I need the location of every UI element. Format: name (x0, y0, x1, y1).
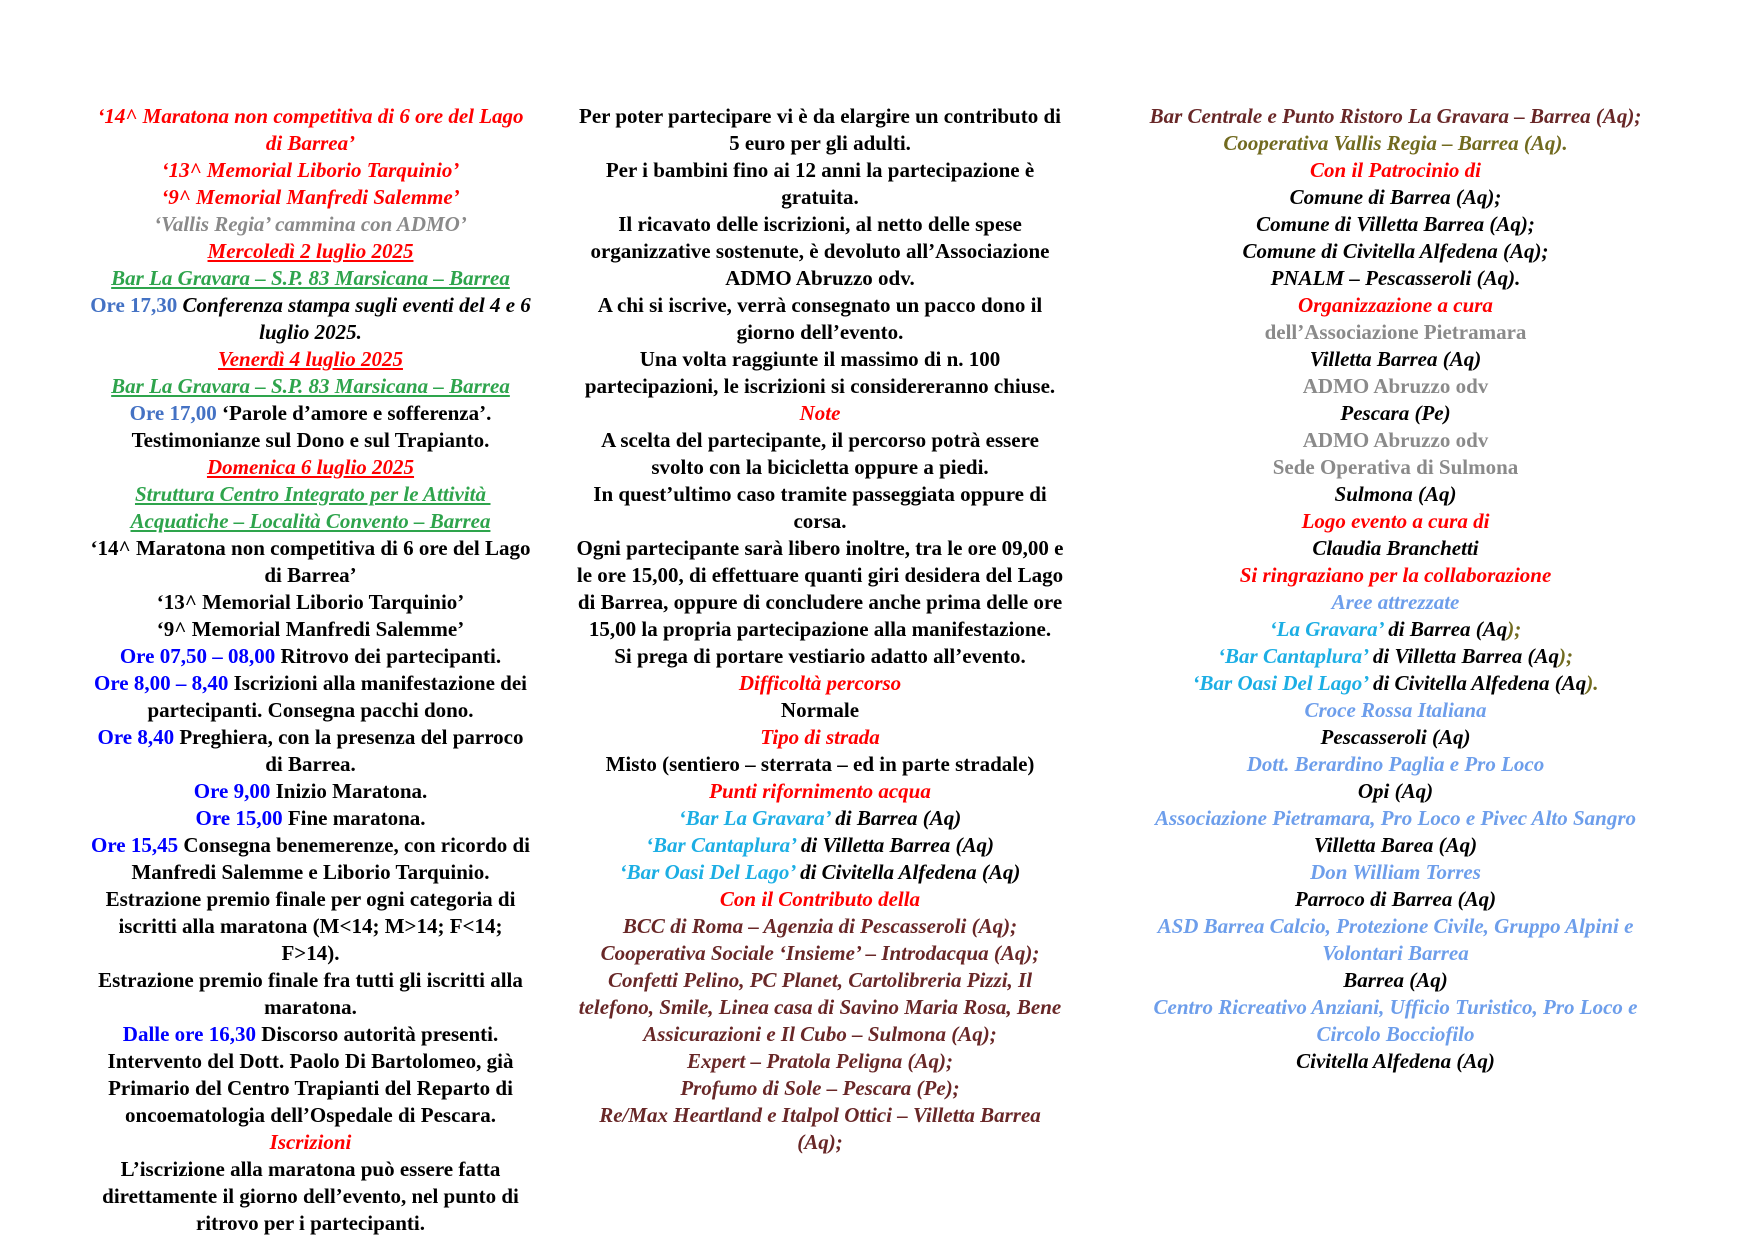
paragraph (575, 832, 1065, 859)
text-run: Claudia Branchetti (1312, 536, 1479, 560)
text-run: di Villetta Barrea (Aq) (800, 833, 994, 857)
paragraph (88, 184, 533, 211)
text-run: Per poter partecipare vi è da elargire un contributo di 5 euro per gli adulti. (579, 104, 1067, 155)
paragraph (575, 940, 1065, 967)
text-run: Villetta Barea (Aq) (1313, 833, 1478, 857)
text-run: Dott. Berardino Paglia e Pro Loco (1246, 752, 1545, 776)
text-run: Confetti Pelino, PC Planet, Cartolibreria Pizzi, Il telefono, Smile, Linea casa di Savino Maria Rosa, Bene Assicurazioni e Il Cubo – Sulmona (Aq); (578, 968, 1066, 1046)
text-run: Iscrizioni (269, 1130, 352, 1154)
paragraph (575, 805, 1065, 832)
column-1 (88, 103, 537, 1240)
paragraph (575, 157, 1065, 211)
text-run: di Barrea (Aq (1388, 617, 1508, 641)
paragraph (88, 589, 533, 616)
text-run: Fine maratona. (287, 806, 426, 830)
text-run: Con il Patrocinio di (1310, 158, 1481, 182)
text-run: Venerdì 4 luglio 2025 (218, 347, 403, 371)
paragraph (1143, 994, 1648, 1048)
text-run: Dalle ore 16,30 (122, 1022, 262, 1046)
text-run: Inizio Maratona. (275, 779, 428, 803)
text-run: Bar La Gravara – S.P. 83 Marsicana – Barrea (111, 266, 510, 290)
paragraph (88, 967, 533, 1021)
text-run: ‘13^ Memorial Liborio Tarquinio’ (156, 590, 465, 614)
text-run: Parroco di Barrea (Aq) (1294, 887, 1497, 911)
paragraph (88, 373, 533, 400)
text-run: Ore 17,00 (129, 401, 222, 425)
paragraph (575, 724, 1065, 751)
paragraph (88, 103, 533, 157)
paragraph (1143, 913, 1648, 967)
text-run: Sede Operativa di Sulmona (1272, 455, 1519, 479)
text-run: Note (799, 401, 841, 425)
text-run: ‘14^ Maratona non competitiva di 6 ore del Lago di Barrea’ (90, 536, 536, 587)
text-run: Pescasseroli (Aq) (1320, 725, 1471, 749)
paragraph (575, 886, 1065, 913)
text-run: ADMO Abruzzo odv (1302, 374, 1489, 398)
paragraph (1143, 427, 1648, 454)
paragraph (88, 1156, 533, 1237)
paragraph (1143, 346, 1648, 373)
text-run: Aree attrezzate (1331, 590, 1460, 614)
text-run: Difficoltà percorso (738, 671, 902, 695)
text-run: ASD Barrea Calcio, Protezione Civile, Gruppo Alpini e Volontari Barrea (1157, 914, 1639, 965)
paragraph (1143, 454, 1648, 481)
text-run: ‘Bar Oasi Del Lago’ (1192, 671, 1373, 695)
text-run: Re/Max Heartland e Italpol Ottici – Villetta Barrea (Aq); (599, 1103, 1047, 1154)
text-run: Estrazione premio finale per ogni categoria di iscritti alla maratona (M<14; M>14; F<14; F>14). (105, 887, 521, 965)
text-run: Bar Centrale e Punto Ristoro La Gravara – Barrea (Aq); (1149, 104, 1642, 128)
text-run: ‘Vallis Regia’ cammina con ADMO’ (154, 212, 467, 236)
paragraph (1143, 103, 1648, 130)
text-run: Una volta raggiunte il massimo di n. 100 partecipazioni, le iscrizioni si considereranno chiuse. (584, 347, 1056, 398)
paragraph (88, 481, 533, 535)
paragraph (88, 805, 533, 832)
paragraph (1143, 481, 1648, 508)
text-run: Consegna benemerenze, con ricordo di Manfredi Salemme e Liborio Tarquinio. (131, 833, 536, 884)
paragraph (1143, 562, 1648, 589)
paragraph (575, 913, 1065, 940)
text-run: Comune di Barrea (Aq); (1289, 185, 1502, 209)
text-run: Bar La Gravara – S.P. 83 Marsicana – Barrea (111, 374, 510, 398)
text-run: di Barrea (Aq) (835, 806, 962, 830)
text-run: Struttura Centro Integrato per le Attività Acquatiche – Località Convento – Barrea (130, 482, 491, 533)
column-2 (575, 103, 1069, 1240)
paragraph (88, 643, 533, 670)
paragraph (1143, 724, 1648, 751)
paragraph (1143, 1048, 1648, 1075)
text-run: ‘Bar Cantaplura’ (646, 833, 801, 857)
paragraph (1143, 832, 1648, 859)
paragraph (88, 157, 533, 184)
text-run: ‘Bar La Gravara’ (678, 806, 836, 830)
text-run: Expert – Pratola Peligna (Aq); (687, 1049, 953, 1073)
text-run: Ore 9,00 (193, 779, 276, 803)
text-run: ). (1586, 671, 1599, 695)
paragraph (1143, 373, 1648, 400)
paragraph (1143, 157, 1648, 184)
text-run: Testimonianze sul Dono e sul Trapianto. (131, 428, 490, 452)
text-run: Il ricavato delle iscrizioni, al netto delle spese organizzative sostenute, è devoluto all’Associazione ADMO Abruzzo odv. (590, 212, 1054, 290)
text-run: Tipo di strada (760, 725, 880, 749)
text-run: Ore 07,50 – 08,00 (119, 644, 281, 668)
text-run: Ore 15,00 (195, 806, 288, 830)
paragraph (575, 481, 1065, 535)
text-run: di Civitella Alfedena (Aq) (800, 860, 1021, 884)
text-run: Barrea (Aq) (1343, 968, 1448, 992)
text-run: Centro Ricreativo Anziani, Ufficio Turistico, Pro Loco e Circolo Bocciofilo (1153, 995, 1643, 1046)
paragraph (575, 103, 1065, 157)
text-run: Cooperativa Sociale ‘Insieme’ – Introdacqua (Aq); (600, 941, 1040, 965)
text-run: ‘9^ Memorial Manfredi Salemme’ (156, 617, 465, 641)
paragraph (575, 967, 1065, 1048)
text-run: Croce Rossa Italiana (1304, 698, 1487, 722)
text-run: Pescara (Pe) (1340, 401, 1451, 425)
text-run: Preghiera, con la presenza del parroco di Barrea. (179, 725, 529, 776)
text-run: ‘14^ Maratona non competitiva di 6 ore del Lago di Barrea’ (97, 104, 529, 155)
text-run: Civitella Alfedena (Aq) (1296, 1049, 1495, 1073)
text-run: Si prega di portare vestiario adatto all’evento. (614, 644, 1026, 668)
text-run: Villetta Barrea (Aq) (1309, 347, 1482, 371)
paragraph (1143, 508, 1648, 535)
text-run: Discorso autorità presenti. (261, 1022, 499, 1046)
paragraph (1143, 643, 1648, 670)
text-run: ‘La Gravara’ (1269, 617, 1389, 641)
paragraph (1143, 238, 1648, 265)
paragraph (88, 346, 533, 373)
text-run: A chi si iscrive, verrà consegnato un pacco dono il giorno dell’evento. (597, 293, 1048, 344)
paragraph (1143, 697, 1648, 724)
text-run: BCC di Roma – Agenzia di Pescasseroli (Aq); (622, 914, 1018, 938)
text-run: In quest’ultimo caso tramite passeggiata oppure di corsa. (593, 482, 1052, 533)
paragraph (88, 778, 533, 805)
text-run: ); (1507, 617, 1522, 641)
paragraph (88, 886, 533, 967)
paragraph (575, 670, 1065, 697)
paragraph (575, 535, 1069, 643)
text-run: Comune di Civitella Alfedena (Aq); (1242, 239, 1549, 263)
paragraph (1143, 616, 1648, 643)
text-run: Intervento del Dott. Paolo Di Bartolomeo, già Primario del Centro Trapianti del Reparto di oncoematologia dell’Ospedale di Pescara. (107, 1049, 519, 1127)
paragraph (575, 1048, 1065, 1075)
text-run: di Civitella Alfedena (Aq (1372, 671, 1587, 695)
text-run: ‘Bar Oasi Del Lago’ (619, 860, 801, 884)
text-run: ‘13^ Memorial Liborio Tarquinio’ (161, 158, 460, 182)
text-run: Con il Contributo della (719, 887, 921, 911)
text-run: Opi (Aq) (1357, 779, 1434, 803)
text-run: ‘Parole d’amore e sofferenza’. (221, 401, 492, 425)
paragraph (88, 670, 533, 724)
text-run: Ore 8,00 – 8,40 (94, 671, 234, 695)
paragraph (1143, 292, 1648, 319)
text-run: Ritrovo dei partecipanti. (280, 644, 502, 668)
text-run: Mercoledì 2 luglio 2025 (207, 239, 414, 263)
paragraph (88, 1048, 533, 1129)
paragraph (575, 697, 1065, 724)
paragraph (88, 211, 533, 238)
paragraph (88, 724, 533, 778)
text-run: Iscrizioni alla manifestazione dei partecipanti. Consegna pacchi dono. (147, 671, 533, 722)
text-run: Ogni partecipante sarà libero inoltre, tra le ore 09,00 e le ore 15,00, di effettuare quanti giri desidera del Lago di Barrea, oppure di concludere anche prima delle ore 15,00 la propria partecipazione alla manifestazione. (576, 536, 1069, 641)
text-run: Normale (780, 698, 860, 722)
paragraph (575, 427, 1065, 481)
paragraph (575, 751, 1065, 778)
text-run: Don William Torres (1310, 860, 1481, 884)
paragraph (1143, 967, 1648, 994)
text-run: Ore 15,45 (90, 833, 184, 857)
paragraph (1143, 751, 1648, 778)
text-run: A scelta del partecipante, il percorso potrà essere svolto con la bicicletta oppure a piedi. (601, 428, 1045, 479)
text-run: Misto (sentiero – sterrata – ed in parte stradale) (605, 752, 1035, 776)
text-run: ADMO Abruzzo odv (1302, 428, 1489, 452)
paragraph (88, 292, 537, 346)
paragraph (1143, 130, 1648, 157)
paragraph (575, 400, 1065, 427)
text-run: Associazione Pietramara, Pro Loco e Pivec Alto Sangro (1154, 806, 1637, 830)
text-run: Profumo di Sole – Pescara (Pe); (680, 1076, 960, 1100)
text-run: Logo evento a cura di (1301, 509, 1490, 533)
text-run: ); (1558, 644, 1573, 668)
paragraph (88, 427, 533, 454)
paragraph (575, 859, 1065, 886)
paragraph (1143, 805, 1648, 832)
paragraph (575, 1102, 1065, 1156)
paragraph (575, 346, 1065, 400)
paragraph (575, 1075, 1065, 1102)
paragraph (88, 1129, 533, 1156)
text-run: Ore 17,30 (90, 293, 183, 317)
paragraph (575, 643, 1065, 670)
text-run: Punti rifornimento acqua (709, 779, 931, 803)
paragraph (1143, 184, 1648, 211)
text-run: Organizzazione a cura (1298, 293, 1493, 317)
paragraph (88, 616, 533, 643)
paragraph (1143, 319, 1648, 346)
text-run: Cooperativa Vallis Regia – Barrea (Aq). (1223, 131, 1568, 155)
paragraph (88, 535, 536, 589)
text-run: ‘9^ Memorial Manfredi Salemme’ (161, 185, 460, 209)
paragraph (1143, 859, 1648, 886)
text-run: Estrazione premio finale fra tutti gli iscritti alla maratona. (98, 968, 529, 1019)
paragraph (88, 454, 533, 481)
paragraph (1143, 211, 1648, 238)
text-run: Per i bambini fino ai 12 anni la partecipazione è gratuita. (605, 158, 1040, 209)
paragraph (88, 400, 533, 427)
text-run: ‘Bar Cantaplura’ (1218, 644, 1373, 668)
text-run: dell’Associazione Pietramara (1264, 320, 1527, 344)
paragraph (88, 1021, 533, 1048)
paragraph (575, 778, 1065, 805)
text-run: Si ringraziano per la collaborazione (1239, 563, 1552, 587)
paragraph (88, 832, 536, 886)
paragraph (1143, 589, 1648, 616)
text-run: PNALM – Pescasseroli (Aq). (1270, 266, 1521, 290)
paragraph (1143, 400, 1648, 427)
text-run: Conferenza stampa sugli eventi del 4 e 6 luglio 2025. (182, 293, 537, 344)
paragraph (1143, 535, 1648, 562)
paragraph (88, 238, 533, 265)
paragraph (575, 292, 1065, 346)
paragraph (88, 265, 533, 292)
paragraph (1143, 886, 1648, 913)
paragraph (1143, 670, 1648, 697)
text-run: Ore 8,40 (97, 725, 180, 749)
text-run: Sulmona (Aq) (1334, 482, 1457, 506)
paragraph (1143, 265, 1648, 292)
paragraph (1143, 778, 1648, 805)
paragraph (575, 211, 1065, 292)
column-3 (1143, 103, 1648, 1240)
text-run: di Villetta Barrea (Aq (1372, 644, 1559, 668)
text-run: L’iscrizione alla maratona può essere fatta direttamente il giorno dell’evento, nel punto di ritrovo per i partecipanti. (102, 1157, 525, 1235)
text-run: Comune di Villetta Barrea (Aq); (1256, 212, 1535, 236)
text-run: Domenica 6 luglio 2025 (206, 455, 415, 479)
